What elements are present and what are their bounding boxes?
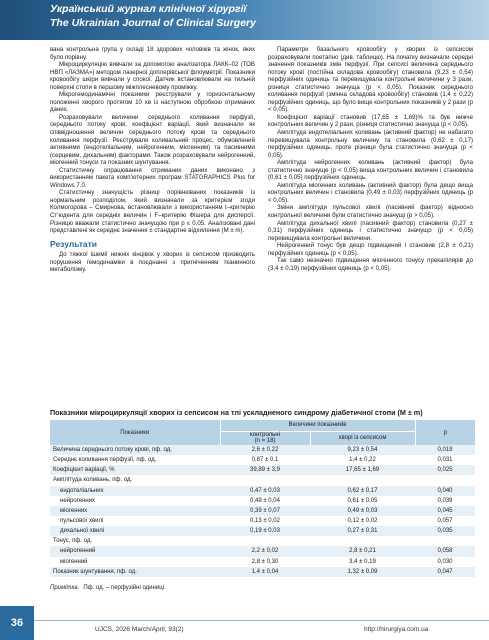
- control-value: 2,8 ± 0,30: [220, 557, 310, 567]
- row-label: Величина середнього потоку крові, пф. од.: [50, 445, 220, 455]
- p-value: 0,025: [415, 465, 475, 475]
- sepsis-value: 1,32 ± 0,09: [310, 567, 415, 577]
- table-note: [50, 585, 166, 591]
- journal-title-ua: Український журнал клінічної хірургії: [50, 3, 247, 15]
- header-control-n: (n = 18): [254, 438, 276, 445]
- table-row: [50, 445, 475, 455]
- row-label: ендотеліальних: [50, 486, 220, 496]
- sepsis-value: 0,62 ± 0,17: [310, 486, 415, 496]
- paragraph: До тяжкої ішемії нижніх кінцівок у хворих із сепсисом призводить порушення гемодинаміки в поєднанні з пригніченням тканинного метаболізму.: [50, 251, 255, 274]
- p-value: 0,030: [415, 557, 475, 567]
- table-row: [50, 536, 475, 546]
- table-row: [50, 567, 475, 577]
- table-row: [50, 455, 475, 465]
- paragraph: Розраховували величини середнього коливання перфузії, середнього потоку крові, коефіцієнт варіації, який визначали як співвідношення величин середнього потоку крові та середнього коливання перфузії. Реєстрували коливальний процес, обумовлений активними (ендотеліальним, нейрогенним, міогенним) та пасивними (серцевим, дихальним) факторами. Також розраховували нейрогенний, міогенний тонуси та показник шунтування.: [50, 113, 255, 167]
- row-label: Середнє коливання перфузії, пф. од.: [50, 455, 220, 465]
- row-label: пульсової хвилі: [50, 516, 220, 526]
- control-value: 1,4 ± 0,04: [220, 567, 310, 577]
- p-value: 0,039: [415, 496, 475, 506]
- p-value: 0,040: [415, 486, 475, 496]
- row-label: Коефіцієнт варіації, %: [50, 465, 220, 475]
- paragraph: Мікрогемодинамічні показники реєстрували у горизонтальному положенні хворого протягом 10 хв із наступною обробкою отриманих даних.: [50, 91, 255, 114]
- row-label: Амплітуда коливань, пф. од.: [50, 475, 220, 485]
- sepsis-value: 0,61 ± 0,05: [310, 496, 415, 506]
- header-indicators: Показники: [50, 420, 220, 445]
- control-value: 0,87 ± 0,1: [220, 455, 310, 465]
- p-value: [415, 536, 475, 546]
- p-value: 0,057: [415, 516, 475, 526]
- microcirculation-table: [50, 420, 475, 577]
- row-label: Тонус, пф. од.: [50, 536, 220, 546]
- results-heading: Результати: [50, 238, 97, 249]
- table-body: [50, 445, 475, 577]
- p-value: 0,035: [415, 526, 475, 536]
- sepsis-value: 3,4 ± 0,19: [310, 557, 415, 567]
- sepsis-value: 0,27 ± 0,31: [310, 526, 415, 536]
- p-value: [415, 475, 475, 485]
- p-value: 0,019: [415, 445, 475, 455]
- table-row: [50, 557, 475, 567]
- header-control-label: контрольні: [250, 432, 280, 439]
- control-value: 0,39 ± 0,07: [220, 506, 310, 516]
- table-row: [50, 475, 475, 485]
- header-control: [220, 431, 310, 445]
- note-text: Пф. од. – перфузійні одиниці.: [83, 585, 166, 591]
- paragraph: Амплітуда ендотеліальних коливань (активний фактор) не набагато перевищувала контрольну величину та становила (0,62 ± 0,17) перфузійних одиниць, проте різниця була статистично значуща (p < 0,05).: [268, 129, 473, 159]
- control-value: 2,2 ± 0,02: [220, 546, 310, 556]
- sepsis-value: 1,4 ± 0,22: [310, 455, 415, 465]
- paragraph: Параметри базального кровообігу у хворих із сепсисом розраховували поетапно (див. таблицю). На початку визначали середні значення показників змін перфузії. При сепсисі величина середнього потоку крові (постійна складова кровообігу) становила (9,23 ± 0,54) перфузійних одиниць та перевищувала контрольні величини у 3 рази, різниця статистично значуща (p < 0,05). Показник середнього коливання перфузії (змінна складова кровообігу) становив (1,4 ± 0,22) перфузійних одиниць, що було вище контрольних показників у 2 рази (p < 0,05).: [268, 46, 473, 114]
- paragraph: Амплітуда міогенних коливань (активний фактор) була дещо вища контрольних величин і становила (0,49 ± 0,03) перфузійних одиниць (p < 0,05).: [268, 181, 473, 204]
- sepsis-value: 0,12 ± 0,02: [310, 516, 415, 526]
- sepsis-value: 17,65 ± 1,69: [310, 465, 415, 475]
- paragraph: Коефіцієнт варіації становив (17,65 ± 1,69)% та був нижче контрольних величин у 2 рази, різниця статистично значуща (p < 0,05).: [268, 113, 473, 129]
- right-column: [268, 46, 473, 272]
- table-row: [50, 486, 475, 496]
- sepsis-value: 0,49 ± 0,03: [310, 506, 415, 516]
- p-value: 0,031: [415, 455, 475, 465]
- paragraph: Мікроциркуляцію вивчали за допомогою аналізатора ЛАКК–02 (ТОВ НВП «ЛАЗМА») методом лазерної доплерівської флоуметрії. Показники кровообігу шкіри вивчали у спокої. Датчик встановлювали на тильній поверхні стопи в першому міжплесневому проміжку.: [50, 61, 255, 91]
- row-label: міогенний: [50, 557, 220, 567]
- table-row: [50, 506, 475, 516]
- table-row: [50, 516, 475, 526]
- header-p: p: [415, 420, 475, 445]
- row-label: міогенних: [50, 506, 220, 516]
- table-row: [50, 526, 475, 536]
- sepsis-value: [310, 475, 415, 485]
- journal-url[interactable]: http://hirurgiya.com.ua: [364, 626, 429, 633]
- row-label: Показник шунтування, пф. од.: [50, 567, 220, 577]
- paragraph: Зміни амплітуди пульсової хвилі (пасивний фактор) відносно контрольної величини були статистично значущі (p > 0,05).: [268, 204, 473, 220]
- p-value: 0,058: [415, 546, 475, 556]
- journal-issue: UJCS, 2026 March/April; 93(2): [95, 626, 184, 633]
- paragraph: Так само незначно підвищення міогенного тонусу прекапілярів до (3,4 ± 0,19) перфузійних одиниць (p < 0,05).: [268, 257, 473, 272]
- row-label: нейрогенний: [50, 546, 220, 556]
- control-value: [220, 536, 310, 546]
- page-number: 36: [0, 606, 34, 640]
- p-value: 0,047: [415, 567, 475, 577]
- note-label: Примітка.: [50, 585, 80, 591]
- table-row: [50, 496, 475, 506]
- sepsis-value: 2,8 ± 0,21: [310, 546, 415, 556]
- row-label: нейрогенних: [50, 496, 220, 506]
- sepsis-value: 9,23 ± 0,54: [310, 445, 415, 455]
- control-value: 0,49 ± 0,04: [220, 496, 310, 506]
- row-label: дихальної хвилі: [50, 526, 220, 536]
- paragraph: Статистичну значущість різниці порівнюваних показників із нормальним розподілом, який визначали за критерієм згоди Колмогорова – Смирнова, встановлювали з використанням t–критерію Ст’юдента для середніх величин і F–критерію Фішера для дисперсії. Різницю вважали статистично значущою при p ≤ 0,05. Аналізовані дані представлені як середнє значення ± стандартне відхилення (M ± m).: [50, 189, 255, 235]
- left-column: [50, 46, 255, 274]
- journal-title-en: The Ukrainian Journal of Clinical Surgery: [50, 17, 256, 29]
- paragraph: Амплітуда нейрогенних коливань (активний фактор) була статистично значуще (p < 0,05) вища контрольних величин і становила (0,61 ± 0,05) перфузійних одиниць.: [268, 159, 473, 182]
- control-value: [220, 475, 310, 485]
- sepsis-value: [310, 536, 415, 546]
- control-value: 39,89 ± 3,9: [220, 465, 310, 475]
- control-value: 0,47 ± 0,03: [220, 486, 310, 496]
- header-values-group: Величини показників: [220, 420, 415, 431]
- control-value: 0,19 ± 0,03: [220, 526, 310, 536]
- paragraph: Амплітуда дихальної хвилі (пасивний фактор) становила (0,27 ± 0,31) перфузійних одиниць і статистично значущо (p < 0,05) перевищувала контрольні величини.: [268, 219, 473, 242]
- table-caption: Показники мікроциркуляції хворих із сепсисом на тлі ускладненого синдрому діабетичної стопи (M ± m): [50, 408, 423, 417]
- p-value: 0,045: [415, 506, 475, 516]
- paragraph: вана контрольна група у складі 18 здорових чоловіків та жінок, яких було порівну.: [50, 46, 255, 61]
- control-value: 2,6 ± 0,22: [220, 445, 310, 455]
- header-sepsis: хворі із сепсисом: [310, 431, 415, 445]
- table-row: [50, 465, 475, 475]
- paragraph: Нейрогенний тонус був дещо підвищений і становив (2,8 ± 0,21) перфузійних одиниць (p < 0,05).: [268, 242, 473, 257]
- journal-header: [0, 0, 489, 40]
- footer-divider: [34, 620, 489, 621]
- paragraph: Статистичну опрацювання отриманих даних виконано з використанням пакета комп’ютерних програм STATGRAPHICS Plus for Windows 7.0.: [50, 166, 255, 189]
- table-row: [50, 546, 475, 556]
- control-value: 0,13 ± 0,02: [220, 516, 310, 526]
